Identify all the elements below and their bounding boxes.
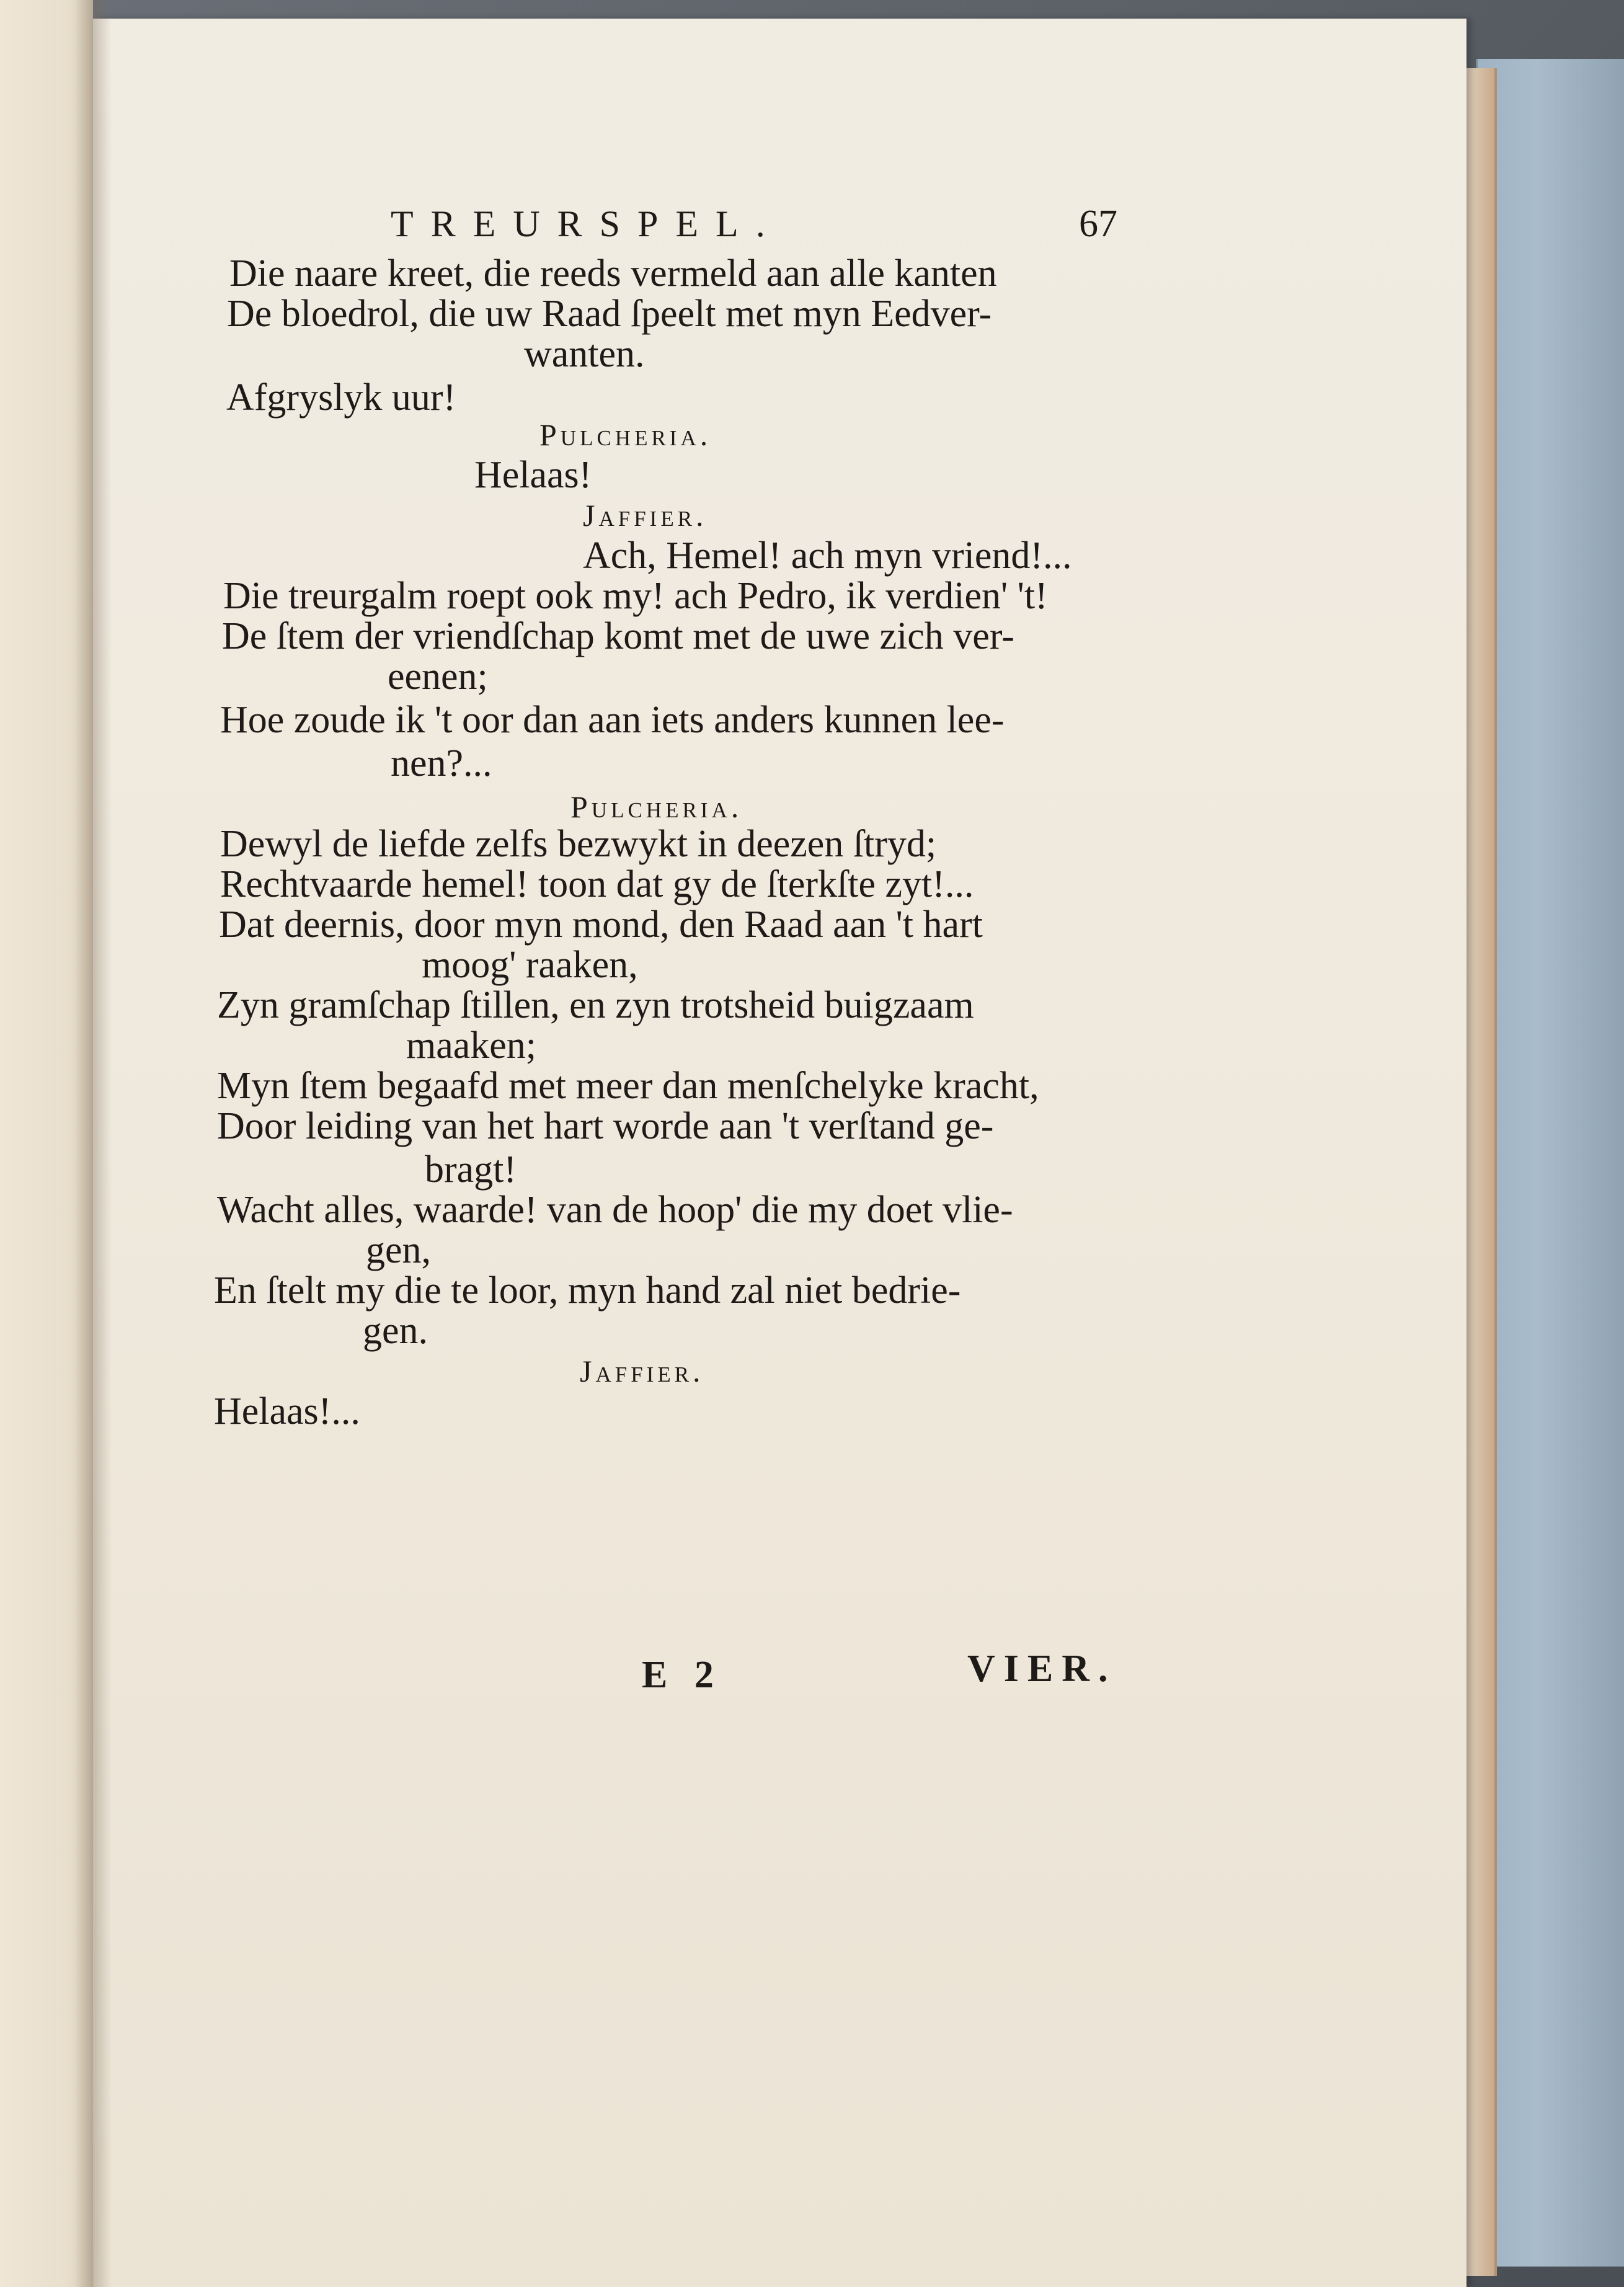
verse-line: De ſtem der vriendſchap komt met de uwe zich ver- xyxy=(222,615,1014,657)
right-page xyxy=(93,19,1466,2287)
verse-line: Dewyl de liefde zelfs bezwykt in deezen ſtryd; xyxy=(220,823,937,865)
verse-line: Die treurgalm roept ook my! ach Pedro, ik verdien' 't! xyxy=(223,575,1048,617)
verse-line: Wacht alles, waarde! van de hoop' die my doet vlie- xyxy=(217,1189,1013,1231)
verse-line: eenen; xyxy=(388,655,488,698)
speaker-name: Pulcheria. xyxy=(570,789,743,824)
speaker-name: Pulcheria. xyxy=(539,417,712,452)
verse-line: Helaas!... xyxy=(214,1390,360,1432)
verse-line: wanten. xyxy=(524,333,645,375)
verse-line: Myn ſtem begaafd met meer dan menſchelyke kracht, xyxy=(217,1065,1039,1107)
speaker-name: Jaffier. xyxy=(583,498,708,533)
speaker-name: Jaffier. xyxy=(580,1354,704,1388)
verse-line: moog' raaken, xyxy=(422,944,638,986)
book-gutter xyxy=(74,0,112,2287)
verse-line: Door leiding van het hart worde aan 't verſtand ge- xyxy=(217,1105,994,1147)
catchword: VIER. xyxy=(967,1648,1117,1690)
verse-line: nen?... xyxy=(391,742,492,784)
verse-line: Helaas! xyxy=(474,454,592,496)
verse-line: Die naare kreet, die reeds vermeld aan alle kanten xyxy=(229,252,997,295)
running-title: TREURSPEL. xyxy=(391,203,783,244)
verse-line: Dat deernis, door myn mond, den Raad aan 't hart xyxy=(219,904,983,946)
signature-mark: E 2 xyxy=(642,1654,722,1696)
page-number: 67 xyxy=(1079,203,1117,245)
verse-line: Hoe zoude ik 't oor dan aan iets anders kunnen lee- xyxy=(220,699,1005,741)
verse-line: bragt! xyxy=(425,1148,517,1191)
verse-line: De bloedrol, die uw Raad ſpeelt met myn Eedver- xyxy=(227,293,992,335)
verse-line: Zyn gramſchap ſtillen, en zyn trotsheid buigzaam xyxy=(217,984,974,1026)
blue-book-cover xyxy=(1476,59,1624,2267)
verse-line: Ach, Hemel! ach myn vriend!... xyxy=(583,535,1072,577)
verse-line: maaken; xyxy=(406,1024,537,1067)
verse-line: Afgryslyk uur! xyxy=(226,376,456,419)
verse-line: gen, xyxy=(366,1229,432,1271)
verse-line: Rechtvaarde hemel! toon dat gy de ſterkſte zyt!... xyxy=(220,863,974,905)
verse-line: gen. xyxy=(363,1310,428,1352)
verse-line: En ſtelt my die te loor, myn hand zal niet bedrie- xyxy=(214,1269,961,1312)
